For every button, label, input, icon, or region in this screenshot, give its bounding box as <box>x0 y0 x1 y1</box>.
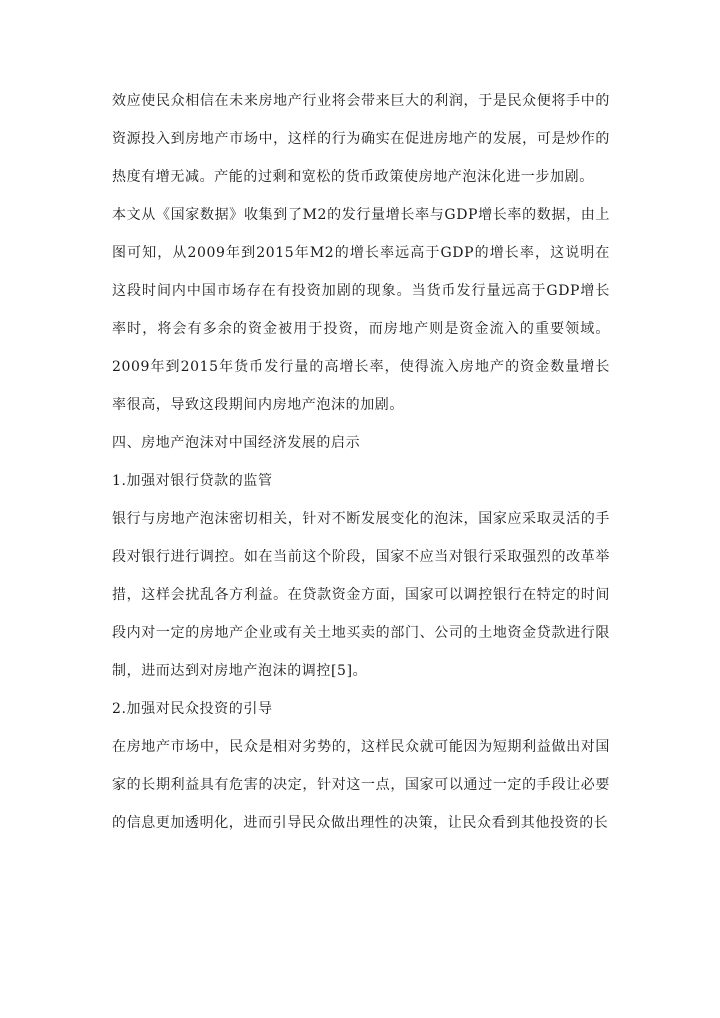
paragraph-bank-regulation: 银行与房地产泡沫密切相关，针对不断发展变化的泡沫，国家应采取灵活的手段对银行进行调控。如在当前这个阶段，国家不应当对银行采取强烈的改革举措，这样会扰乱各方利益。在贷款资金方面，国家可以调控银行在特定的时间段内对一定的房地产企业或有关土地买卖的部门、公司的土地资金贷款进行限制，进而达到对房地产泡沫的调控[5]。 <box>112 511 610 679</box>
document-page <box>112 82 610 842</box>
subheading-public-investment: 2.加强对民众投资的引导 <box>112 701 273 717</box>
section-heading-implications: 四、房地产泡沫对中国经济发展的启示 <box>112 435 361 451</box>
subheading-bank-loans: 1.加强对银行贷款的监管 <box>112 473 273 489</box>
paragraph-m2-gdp-data: 本文从《国家数据》收集到了M2的发行量增长率与GDP增长率的数据，由上图可知，从2009年到2015年M2的增长率远高于GDP的增长率，这说明在这段时间内中国市场存在有投资加剧的现象。当货币发行量远高于GDP增长率时，将会有多余的资金被用于投资，而房地产则是资金流入的重要领域。2009年到2015年货币发行量的高增长率，使得流入房地产的资金数量增长率很高，导致这段期间内房地产泡沫的加剧。 <box>112 207 610 413</box>
paragraph-bubble-effect: 效应使民众相信在未来房地产行业将会带来巨大的利润，于是民众便将手中的资源投入到房地产市场中，这样的行为确实在促进房地产的发展，可是炒作的热度有增无减。产能的过剩和宽松的货币政策使房地产泡沫化进一步加剧。 <box>112 93 610 185</box>
paragraph-public-guidance: 在房地产市场中，民众是相对劣势的，这样民众就可能因为短期利益做出对国家的长期利益具有危害的决定，针对这一点，国家可以通过一定的手段让必要的信息更加透明化，进而引导民众做出理性的决策，让民众看到其他投资的长 <box>112 739 610 831</box>
